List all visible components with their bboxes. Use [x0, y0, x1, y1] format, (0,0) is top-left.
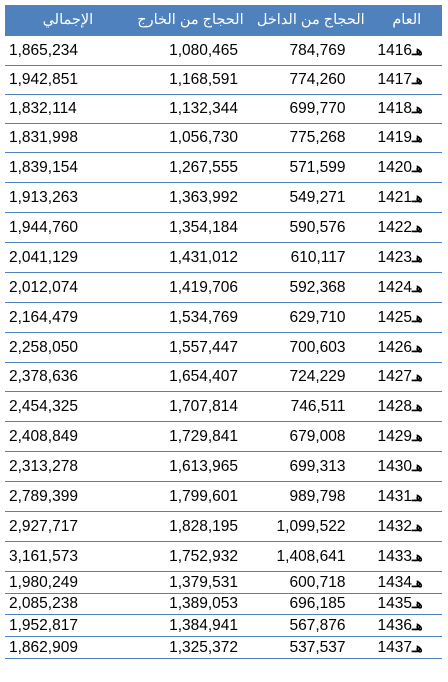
cell-inside: 699,313: [250, 452, 371, 482]
table-body: [5, 36, 442, 659]
cell-total: 3,161,573: [5, 542, 131, 572]
cell-total: 1,865,234: [5, 36, 131, 66]
cell-inside: 567,876: [250, 615, 371, 637]
cell-total: 1,944,760: [5, 213, 131, 243]
header-total: الإجمالي: [5, 5, 131, 36]
hijri-suffix: هـ: [411, 72, 423, 87]
table-header: [5, 5, 442, 36]
table-row: [5, 95, 442, 124]
cell-total: 2,927,717: [5, 512, 131, 542]
table-row: [5, 422, 442, 452]
year-number: 1421: [377, 188, 412, 206]
header-abroad: الحجاج من الخارج: [131, 5, 250, 36]
cell-total: 2,012,074: [5, 273, 131, 303]
header-year: العام: [371, 5, 442, 36]
cell-year: [371, 333, 442, 363]
cell-year: [371, 183, 442, 213]
hijri-suffix: هـ: [411, 428, 423, 444]
cell-inside: 699,770: [250, 95, 371, 124]
table-row: [5, 452, 442, 482]
cell-abroad: 1,379,531: [131, 572, 250, 594]
cell-year: [371, 363, 442, 392]
year-number: 1427: [377, 368, 412, 385]
cell-year: [371, 273, 442, 303]
hijri-suffix: هـ: [411, 309, 423, 325]
year-number: 1416: [377, 41, 412, 59]
cell-year: [371, 482, 442, 512]
cell-abroad: 1,080,465: [131, 36, 250, 66]
table-row: [5, 153, 442, 183]
cell-abroad: 1,752,932: [131, 542, 250, 572]
cell-total: 1,832,114: [5, 95, 131, 124]
hijri-suffix: هـ: [411, 219, 423, 235]
hajj-statistics-table: [5, 5, 442, 659]
cell-total: 1,839,154: [5, 153, 131, 183]
cell-total: 2,378,636: [5, 363, 131, 392]
cell-abroad: 1,534,769: [131, 303, 250, 333]
cell-inside: 571,599: [250, 153, 371, 183]
cell-year: [371, 392, 442, 422]
table-row: [5, 512, 442, 542]
cell-inside: 679,008: [250, 422, 371, 452]
hijri-suffix: هـ: [411, 398, 423, 414]
cell-year: [371, 303, 442, 333]
year-number: 1435: [377, 595, 412, 612]
cell-total: 2,789,399: [5, 482, 131, 512]
cell-inside: 1,408,641: [250, 542, 371, 572]
year-number: 1417: [377, 71, 412, 88]
hijri-suffix: هـ: [411, 548, 423, 564]
cell-abroad: 1,132,344: [131, 95, 250, 124]
cell-inside: 724,229: [250, 363, 371, 392]
hijri-suffix: هـ: [411, 249, 423, 265]
cell-inside: 592,368: [250, 273, 371, 303]
hijri-suffix: هـ: [411, 488, 423, 504]
cell-inside: 746,511: [250, 392, 371, 422]
hijri-suffix: هـ: [411, 369, 423, 384]
cell-abroad: 1,363,992: [131, 183, 250, 213]
table-row: [5, 36, 442, 66]
hijri-suffix: هـ: [411, 518, 423, 534]
year-number: 1437: [377, 638, 412, 656]
cell-abroad: 1,267,555: [131, 153, 250, 183]
cell-year: [371, 124, 442, 153]
cell-abroad: 1,557,447: [131, 333, 250, 363]
cell-total: 2,408,849: [5, 422, 131, 452]
cell-year: [371, 243, 442, 273]
hijri-suffix: هـ: [411, 596, 423, 611]
table-row: [5, 303, 442, 333]
hijri-suffix: هـ: [411, 189, 423, 205]
table-row: [5, 542, 442, 572]
cell-total: 1,862,909: [5, 637, 131, 659]
cell-abroad: 1,828,195: [131, 512, 250, 542]
year-number: 1425: [377, 308, 412, 326]
hijri-suffix: هـ: [411, 159, 423, 175]
cell-year: [371, 572, 442, 594]
year-number: 1432: [377, 517, 412, 535]
hijri-suffix: هـ: [411, 617, 423, 633]
cell-inside: 537,537: [250, 637, 371, 659]
hijri-suffix: هـ: [411, 639, 423, 655]
year-number: 1436: [377, 616, 412, 634]
cell-year: [371, 153, 442, 183]
year-number: 1424: [377, 278, 412, 296]
year-number: 1418: [377, 100, 412, 117]
cell-abroad: 1,056,730: [131, 124, 250, 153]
year-number: 1419: [377, 129, 412, 146]
cell-inside: 696,185: [250, 594, 371, 615]
table-row: [5, 363, 442, 392]
year-number: 1434: [377, 573, 412, 591]
table-row: [5, 333, 442, 363]
cell-inside: 775,268: [250, 124, 371, 153]
cell-inside: 784,769: [250, 36, 371, 66]
year-number: 1433: [377, 547, 412, 565]
table-row: [5, 124, 442, 153]
cell-year: [371, 512, 442, 542]
cell-year: [371, 36, 442, 66]
year-number: 1422: [377, 218, 412, 236]
cell-inside: 629,710: [250, 303, 371, 333]
cell-abroad: 1,729,841: [131, 422, 250, 452]
cell-inside: 774,260: [250, 66, 371, 95]
table-row: [5, 572, 442, 594]
cell-inside: 549,271: [250, 183, 371, 213]
cell-inside: 600,718: [250, 572, 371, 594]
cell-year: [371, 422, 442, 452]
cell-abroad: 1,354,184: [131, 213, 250, 243]
cell-abroad: 1,799,601: [131, 482, 250, 512]
cell-abroad: 1,431,012: [131, 243, 250, 273]
year-number: 1423: [377, 248, 412, 266]
header-inside: الحجاج من الداخل: [250, 5, 371, 36]
year-number: 1428: [377, 397, 412, 415]
hijri-suffix: هـ: [411, 101, 423, 116]
cell-abroad: 1,613,965: [131, 452, 250, 482]
header-row: [5, 5, 442, 36]
cell-year: [371, 452, 442, 482]
table-row: [5, 637, 442, 659]
cell-year: [371, 66, 442, 95]
cell-year: [371, 213, 442, 243]
year-number: 1420: [377, 158, 412, 176]
cell-inside: 590,576: [250, 213, 371, 243]
cell-inside: 989,798: [250, 482, 371, 512]
cell-total: 2,041,129: [5, 243, 131, 273]
table-row: [5, 243, 442, 273]
cell-year: [371, 594, 442, 615]
cell-total: 1,980,249: [5, 572, 131, 594]
cell-total: 2,313,278: [5, 452, 131, 482]
table-row: [5, 213, 442, 243]
cell-total: 2,258,050: [5, 333, 131, 363]
hajj-statistics-table-container: [5, 5, 442, 659]
hijri-suffix: هـ: [411, 130, 423, 145]
table-row: [5, 273, 442, 303]
cell-abroad: 1,384,941: [131, 615, 250, 637]
cell-total: 2,454,325: [5, 392, 131, 422]
cell-abroad: 1,325,372: [131, 637, 250, 659]
hijri-suffix: هـ: [411, 279, 423, 295]
table-row: [5, 66, 442, 95]
year-number: 1426: [377, 338, 412, 356]
year-number: 1430: [377, 457, 412, 475]
cell-abroad: 1,707,814: [131, 392, 250, 422]
cell-total: 2,085,238: [5, 594, 131, 615]
table-row: [5, 392, 442, 422]
cell-abroad: 1,389,053: [131, 594, 250, 615]
cell-year: [371, 615, 442, 637]
cell-abroad: 1,168,591: [131, 66, 250, 95]
cell-total: 1,942,851: [5, 66, 131, 95]
table-row: [5, 615, 442, 637]
cell-inside: 610,117: [250, 243, 371, 273]
hijri-suffix: هـ: [411, 574, 423, 590]
table-row: [5, 482, 442, 512]
cell-abroad: 1,654,407: [131, 363, 250, 392]
cell-abroad: 1,419,706: [131, 273, 250, 303]
hijri-suffix: هـ: [411, 458, 423, 474]
cell-inside: 1,099,522: [250, 512, 371, 542]
cell-year: [371, 637, 442, 659]
cell-total: 2,164,479: [5, 303, 131, 333]
table-row: [5, 183, 442, 213]
cell-total: 1,831,998: [5, 124, 131, 153]
hijri-suffix: هـ: [411, 339, 423, 355]
cell-total: 1,913,263: [5, 183, 131, 213]
table-row: [5, 594, 442, 615]
cell-year: [371, 542, 442, 572]
cell-year: [371, 95, 442, 124]
year-number: 1431: [377, 487, 412, 505]
year-number: 1429: [377, 427, 412, 445]
hijri-suffix: هـ: [411, 42, 423, 58]
cell-inside: 700,603: [250, 333, 371, 363]
cell-total: 1,952,817: [5, 615, 131, 637]
